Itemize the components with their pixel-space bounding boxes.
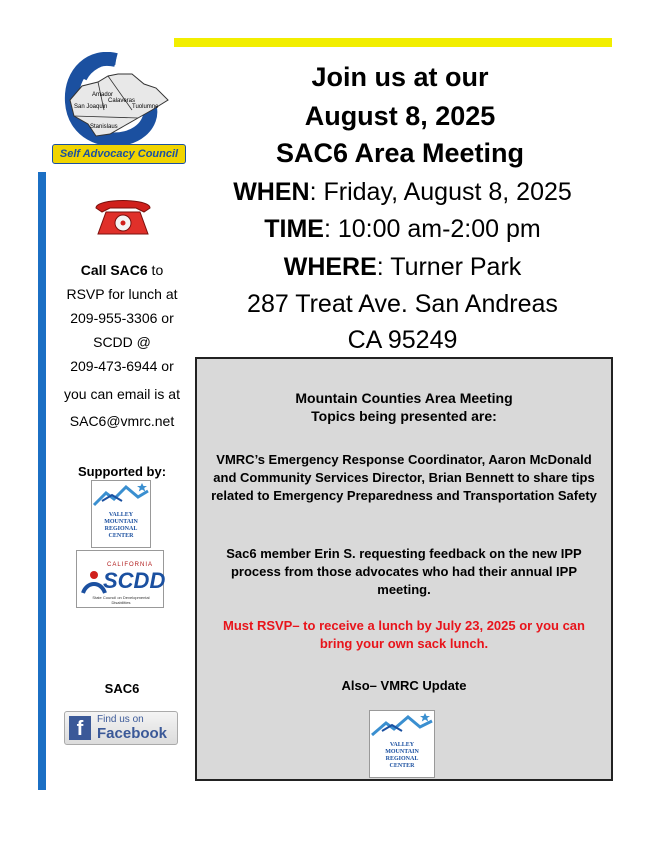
rsvp-notice: Must RSVP– to receive a lunch by July 23, 2025 or you can bring your own sack lunch. xyxy=(223,618,585,651)
sidebar-line: RSVP for lunch at xyxy=(66,286,178,302)
time-line xyxy=(195,211,610,247)
topics-box xyxy=(195,357,613,781)
facebook-find-text: Find us on xyxy=(97,714,144,725)
vmrc-name-line: CENTER xyxy=(108,533,134,539)
yellow-top-bar xyxy=(174,38,612,47)
topic2-text: Sac6 member Erin S. requesting feedback on the new IPP process from those advocates who had their annual IPP meeting. xyxy=(226,546,582,597)
sac6-logo xyxy=(52,52,184,164)
facebook-name: Facebook xyxy=(97,725,168,742)
where-line xyxy=(195,249,610,285)
county-label: San Joaquin xyxy=(74,104,108,110)
email-address: SAC6@vmrc.net xyxy=(69,413,175,429)
scdd-logo xyxy=(76,550,164,608)
sidebar-line: you can email is at xyxy=(64,386,180,402)
when-line xyxy=(195,174,610,210)
sidebar-line: 209-473-6944 or xyxy=(70,358,174,374)
when-label: WHEN xyxy=(233,178,310,206)
time-label: TIME xyxy=(264,215,324,243)
address-line2: CA 95249 xyxy=(347,326,458,354)
vmrc-mountain-icon xyxy=(370,711,434,737)
vmrc-name-line: CENTER xyxy=(389,763,415,769)
scdd-subtitle: State Council on Developmental Disabilities xyxy=(92,595,150,605)
vmrc-name-line: VALLEY xyxy=(108,512,134,518)
vmrc-name-line: REGIONAL xyxy=(104,526,138,532)
vmrc-logo-box xyxy=(369,710,435,778)
supported-by-label: Supported by: xyxy=(77,464,167,479)
call-bold: Call SAC6 xyxy=(80,262,148,278)
sidebar-line: 209-955-3306 or xyxy=(70,310,174,326)
also-text: Also– VMRC Update xyxy=(341,678,467,693)
county-label: Stanislaus xyxy=(90,124,118,130)
sidebar-line: SCDD @ xyxy=(93,334,151,350)
scdd-name: SCDD xyxy=(103,568,166,593)
sac6-map-icon xyxy=(52,52,184,148)
call-rest: to xyxy=(147,262,164,278)
call-line xyxy=(52,258,192,282)
county-label: Amador xyxy=(92,92,114,98)
sac6-label: SAC6 xyxy=(104,681,140,696)
scdd-top-text: CALIFORNIA xyxy=(107,562,154,568)
vmrc-name-line: MOUNTAIN xyxy=(104,519,138,525)
county-label: Calaveras xyxy=(108,98,136,104)
vmrc-name-line: MOUNTAIN xyxy=(385,749,419,755)
logo-banner: Self Advocacy Council xyxy=(52,144,186,164)
box-title1: Mountain Counties Area Meeting xyxy=(295,390,513,406)
headline-line1: Join us at our xyxy=(311,62,489,92)
where-value: : Turner Park xyxy=(376,253,522,281)
where-label: WHERE xyxy=(283,253,377,281)
headline-line3: SAC6 Area Meeting xyxy=(275,138,525,168)
blue-side-bar xyxy=(38,172,46,790)
telephone-icon xyxy=(92,194,154,238)
box-title2: Topics being presented are: xyxy=(311,408,497,424)
facebook-badge[interactable] xyxy=(64,711,178,745)
topic1-text: VMRC’s Emergency Response Coordinator, Aaron McDonald and Community Services Director, Brian Bennett to share tips related to Emergency Preparedness and Transportation Safety xyxy=(211,452,597,503)
headline-line2: August 8, 2025 xyxy=(304,101,496,131)
vmrc-logo xyxy=(91,480,151,548)
county-label: Tuolumne xyxy=(132,104,159,110)
when-value: : Friday, August 8, 2025 xyxy=(309,178,572,206)
address-line1: 287 Treat Ave. San Andreas xyxy=(247,290,558,318)
facebook-icon: f xyxy=(69,716,91,740)
vmrc-name-line: VALLEY xyxy=(389,742,415,748)
vmrc-name-line: REGIONAL xyxy=(385,756,419,762)
time-value: : 10:00 am-2:00 pm xyxy=(323,215,541,243)
vmrc-mountain-icon xyxy=(92,481,150,507)
